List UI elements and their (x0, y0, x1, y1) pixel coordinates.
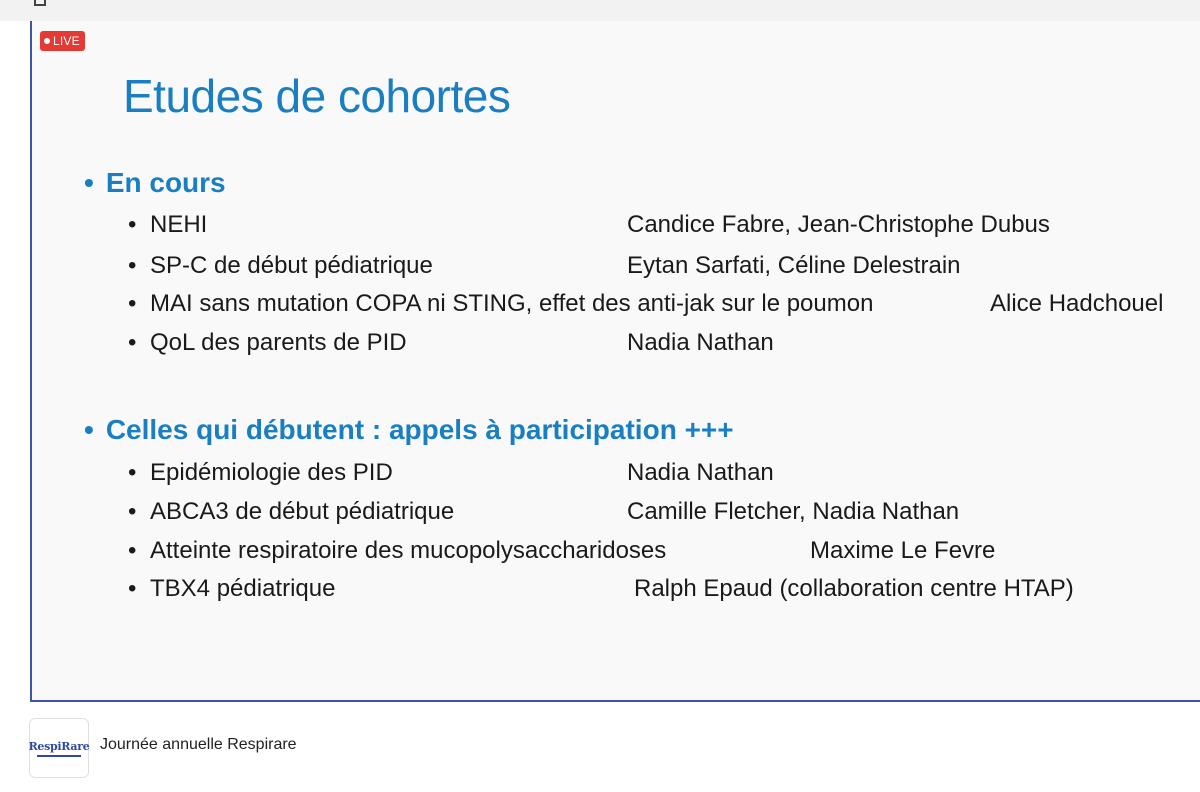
top-bar (0, 0, 1200, 21)
channel-footer (0, 702, 1200, 792)
channel-name[interactable]: Journée annuelle Respirare (100, 736, 297, 753)
live-badge (40, 31, 85, 51)
item-names: Ralph Epaud (collaboration centre HTAP) (634, 575, 1074, 602)
video-player[interactable] (30, 21, 1200, 702)
list-item: • MAI sans mutation COPA ni STING, effet des anti-jak sur le poumon (128, 290, 874, 317)
item-names: Camille Fletcher, Nadia Nathan (627, 498, 960, 525)
item-names: Nadia Nathan (627, 459, 774, 486)
list-item: • TBX4 pédiatrique (128, 575, 336, 602)
live-label: LIVE (53, 34, 80, 48)
list-item: • Atteinte respiratoire des mucopolysaccharidoses (128, 537, 667, 564)
list-item: • QoL des parents de PID (128, 329, 407, 356)
list-item: • ABCA3 de début pédiatrique (128, 498, 455, 525)
menu-icon[interactable] (34, 0, 46, 6)
list-item: • SP-C de début pédiatrique (128, 252, 433, 279)
live-dot-icon (44, 38, 50, 44)
item-names: Eytan Sarfati, Céline Delestrain (627, 252, 961, 279)
list-item: • Epidémiologie des PID (128, 459, 393, 486)
item-names: Alice Hadchouel (990, 290, 1164, 317)
logo-text: RespiRare (28, 739, 90, 753)
section-heading-en-cours: • En cours (84, 167, 226, 198)
item-names: Candice Fabre, Jean-Christophe Dubus (627, 211, 1050, 238)
item-names: Maxime Le Fevre (810, 537, 996, 564)
slide-title: Etudes de cohortes (123, 70, 511, 122)
section-heading-celles-qui-debutent: • Celles qui débutent : appels à participation +++ (84, 414, 734, 445)
channel-avatar[interactable] (29, 718, 89, 778)
list-item: • NEHI (128, 211, 208, 238)
logo-underline (37, 755, 81, 757)
item-names: Nadia Nathan (627, 329, 774, 356)
